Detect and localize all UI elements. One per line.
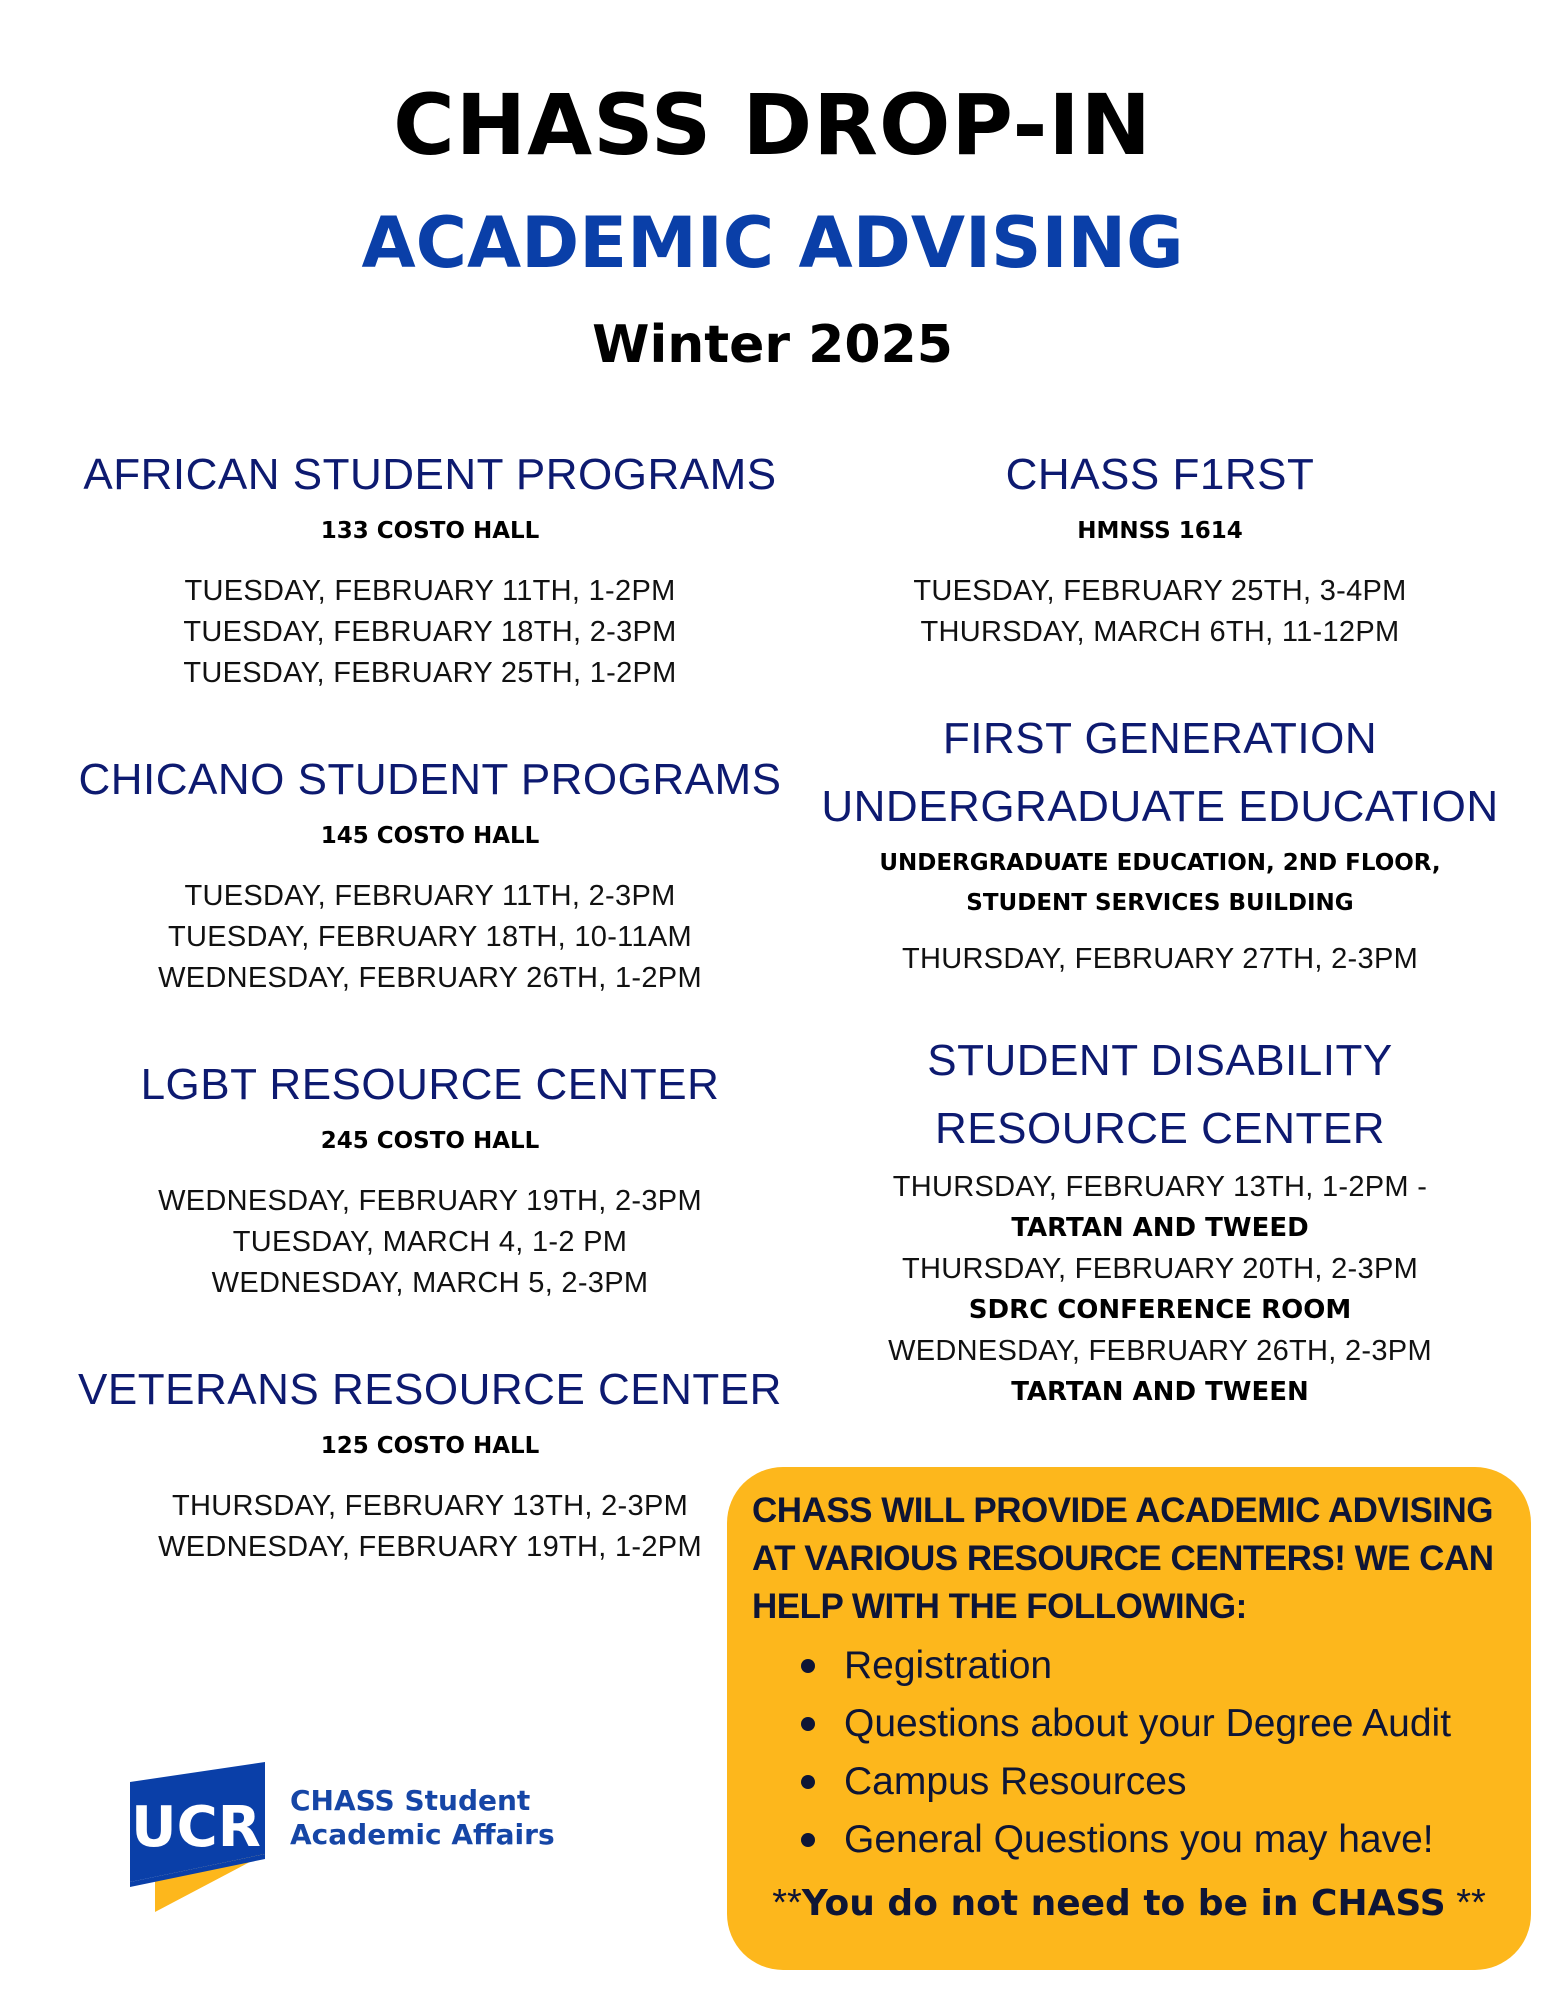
section-location-line2: STUDENT SERVICES BUILDING <box>966 890 1354 916</box>
time-slot: WEDNESDAY, FEBRUARY 26TH, 1-2PM <box>158 962 702 994</box>
callout-footer <box>727 1875 1531 1932</box>
bullet-icon <box>801 1833 815 1847</box>
section-location: 125 COSTO HALL <box>320 1433 540 1459</box>
section-heading-line1: FIRST GENERATION <box>942 714 1378 763</box>
time-slot: THURSDAY, FEBRUARY 20TH, 2-3PM <box>901 1253 1419 1285</box>
section-heading: LGBT RESOURCE CENTER <box>140 1060 720 1109</box>
session-place: SDRC CONFERENCE ROOM <box>968 1295 1352 1325</box>
logo-mark-text: UCR <box>131 1795 261 1860</box>
logo-text-line: Academic Affairs <box>290 1818 555 1851</box>
list-item-label: Campus Resources <box>844 1760 1187 1803</box>
session-place: TARTAN AND TWEED <box>1011 1213 1309 1243</box>
section-first-generation <box>800 705 1520 980</box>
list-item <box>727 1811 1531 1869</box>
section-heading-line2: UNDERGRADUATE EDUCATION <box>821 782 1499 831</box>
info-callout <box>727 1467 1531 1970</box>
time-slot: WEDNESDAY, FEBRUARY 26TH, 2-3PM <box>888 1335 1432 1367</box>
section-times <box>60 1486 800 1568</box>
time-slot: TUESDAY, FEBRUARY 18TH, 2-3PM <box>183 616 677 648</box>
time-slot: TUESDAY, FEBRUARY 25TH, 3-4PM <box>913 575 1407 607</box>
section-location: HMNSS 1614 <box>1077 518 1243 544</box>
list-item <box>727 1637 1531 1695</box>
section-heading-line1: STUDENT DISABILITY <box>927 1036 1393 1085</box>
section-times <box>800 571 1520 653</box>
time-slot: THURSDAY, FEBRUARY 27TH, 2-3PM <box>901 943 1419 975</box>
list-item-label: General Questions you may have! <box>844 1818 1434 1861</box>
section-sessions <box>800 1167 1520 1413</box>
session-place: TARTAN AND TWEEN <box>1011 1377 1309 1407</box>
callout-heading-line: CHASS WILL PROVIDE ACADEMIC ADVISING <box>752 1491 1494 1530</box>
footer-prefix: ** <box>772 1882 802 1924</box>
time-slot: TUESDAY, MARCH 4, 1-2 PM <box>232 1226 628 1258</box>
list-item-label: Questions about your Degree Audit <box>844 1702 1452 1745</box>
section-heading: AFRICAN STUDENT PROGRAMS <box>83 450 777 499</box>
callout-heading-line: HELP WITH THE FOLLOWING: <box>752 1587 1247 1626</box>
list-item-label: Registration <box>844 1644 1053 1687</box>
section-location: 133 COSTO HALL <box>320 518 540 544</box>
time-slot: TUESDAY, FEBRUARY 11TH, 1-2PM <box>184 575 676 607</box>
time-slot: THURSDAY, FEBRUARY 13TH, 2-3PM <box>171 1490 689 1522</box>
bullet-icon <box>801 1659 815 1673</box>
section-african-student-programs <box>60 441 800 694</box>
section-veterans-resource-center <box>60 1356 800 1568</box>
time-slot: THURSDAY, FEBRUARY 13TH, 1-2PM - <box>892 1171 1428 1203</box>
ucr-logo-icon <box>130 1762 270 1912</box>
page-subtitle: ACADEMIC ADVISING <box>361 202 1184 284</box>
section-location: 145 COSTO HALL <box>320 823 540 849</box>
section-lgbt-resource-center <box>60 1051 800 1304</box>
time-slot: WEDNESDAY, MARCH 5, 2-3PM <box>211 1267 649 1299</box>
section-heading: VETERANS RESOURCE CENTER <box>78 1365 782 1414</box>
section-student-disability-resource-center <box>800 1027 1520 1413</box>
section-heading: CHICANO STUDENT PROGRAMS <box>78 755 782 804</box>
term-label: Winter 2025 <box>592 315 953 375</box>
footer-emphasis: You do not need to be in CHASS <box>801 1883 1446 1924</box>
section-location-line1: UNDERGRADUATE EDUCATION, 2ND FLOOR, <box>879 850 1441 876</box>
time-slot: TUESDAY, FEBRUARY 18TH, 10-11AM <box>168 921 692 953</box>
section-chass-first <box>800 441 1520 653</box>
help-topics-list <box>727 1637 1531 1869</box>
page-title: CHASS DROP-IN <box>393 76 1152 174</box>
list-item <box>727 1695 1531 1753</box>
section-times <box>60 571 800 694</box>
time-slot: WEDNESDAY, FEBRUARY 19TH, 1-2PM <box>158 1531 702 1563</box>
logo-wordmark <box>290 1784 555 1852</box>
bullet-icon <box>801 1717 815 1731</box>
list-item <box>727 1753 1531 1811</box>
section-heading-line2: RESOURCE CENTER <box>935 1104 1385 1153</box>
time-slot: TUESDAY, FEBRUARY 25TH, 1-2PM <box>183 657 677 689</box>
section-times <box>60 1181 800 1304</box>
time-slot: WEDNESDAY, FEBRUARY 19TH, 2-3PM <box>158 1185 702 1217</box>
section-times <box>60 876 800 999</box>
section-chicano-student-programs <box>60 746 800 999</box>
section-heading: CHASS F1RST <box>1005 450 1315 499</box>
callout-heading-line: AT VARIOUS RESOURCE CENTERS! WE CAN <box>752 1539 1494 1578</box>
callout-heading <box>752 1487 1522 1631</box>
section-location: 245 COSTO HALL <box>320 1128 540 1154</box>
time-slot: TUESDAY, FEBRUARY 11TH, 2-3PM <box>184 880 676 912</box>
logo-text-line: CHASS Student <box>290 1784 531 1817</box>
section-times <box>800 939 1520 980</box>
bullet-icon <box>801 1775 815 1789</box>
footer-suffix: ** <box>1445 1882 1486 1924</box>
time-slot: THURSDAY, MARCH 6TH, 11-12PM <box>920 616 1400 648</box>
